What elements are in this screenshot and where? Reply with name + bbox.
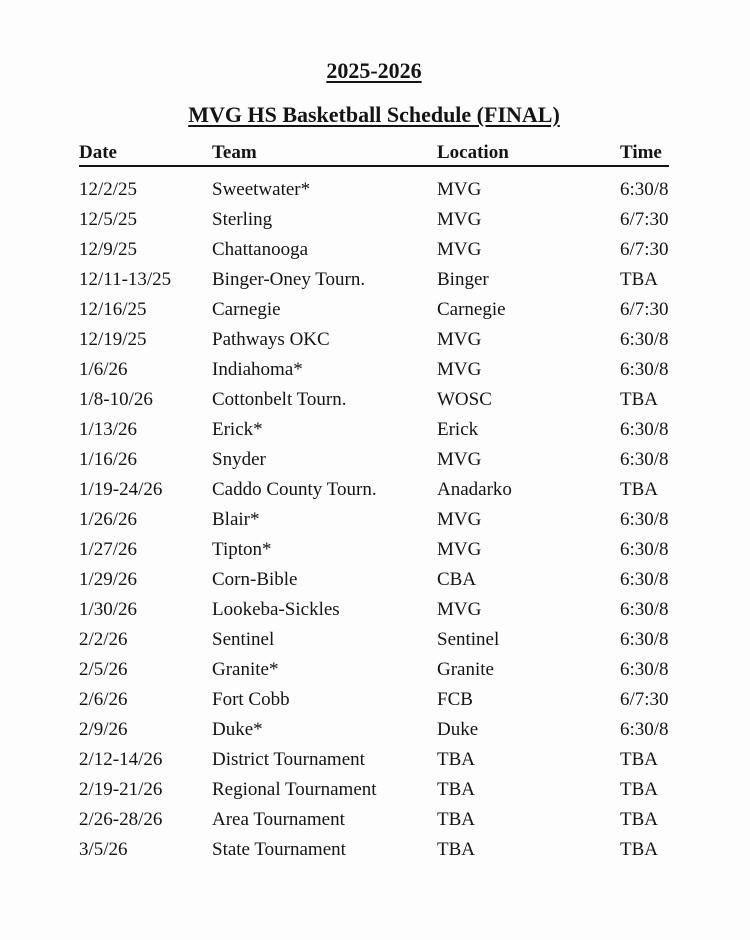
date-cell: 2/9/26 xyxy=(79,719,128,740)
time-cell: TBA xyxy=(620,479,658,500)
table-row xyxy=(79,745,669,775)
time-cell: TBA xyxy=(620,389,658,410)
table-row xyxy=(79,565,669,595)
location-cell: Erick xyxy=(437,419,479,440)
table-row xyxy=(79,415,669,445)
date-cell: 2/26-28/26 xyxy=(79,809,163,830)
location-cell: CBA xyxy=(437,569,477,590)
team-cell: State Tournament xyxy=(212,839,346,860)
header-date: Date xyxy=(79,142,117,163)
location-cell: TBA xyxy=(437,779,475,800)
location-cell: Carnegie xyxy=(437,299,506,320)
table-row xyxy=(79,715,669,745)
time-cell: TBA xyxy=(620,749,658,770)
team-cell: Carnegie xyxy=(212,299,281,320)
location-cell: MVG xyxy=(437,359,482,380)
table-row xyxy=(79,325,669,355)
table-row xyxy=(79,595,669,625)
location-cell: TBA xyxy=(437,839,475,860)
time-cell: 6:30/8 xyxy=(620,449,669,470)
team-cell: Area Tournament xyxy=(212,809,345,830)
time-cell: 6:30/8 xyxy=(620,419,669,440)
table-row xyxy=(79,685,669,715)
table-row xyxy=(79,385,669,415)
team-cell: Tipton* xyxy=(212,539,272,560)
table-header-row xyxy=(79,142,669,167)
location-cell: MVG xyxy=(437,509,482,530)
location-cell: MVG xyxy=(437,449,482,470)
table-row xyxy=(79,235,669,265)
team-cell: Duke* xyxy=(212,719,263,740)
team-cell: Sweetwater* xyxy=(212,179,311,200)
team-cell: Blair* xyxy=(212,509,260,530)
date-cell: 12/9/25 xyxy=(79,239,138,260)
time-cell: 6:30/8 xyxy=(620,509,669,530)
team-cell: Sentinel xyxy=(212,629,275,650)
team-cell: Corn-Bible xyxy=(212,569,298,590)
table-row xyxy=(79,265,669,295)
team-cell: District Tournament xyxy=(212,749,365,770)
time-cell: 6/7:30 xyxy=(620,239,669,260)
table-row xyxy=(79,475,669,505)
date-cell: 1/6/26 xyxy=(79,359,128,380)
team-cell: Indiahoma* xyxy=(212,359,303,380)
date-cell: 1/16/26 xyxy=(79,449,138,470)
date-cell: 2/19-21/26 xyxy=(79,779,163,800)
location-cell: WOSC xyxy=(437,389,492,410)
season-title: 2025-2026 xyxy=(326,58,422,83)
schedule-table xyxy=(79,142,669,865)
table-row xyxy=(79,445,669,475)
team-cell: Pathways OKC xyxy=(212,329,330,350)
table-row xyxy=(79,355,669,385)
team-cell: Binger-Oney Tourn. xyxy=(212,269,366,290)
header-location: Location xyxy=(437,142,509,163)
time-cell: 6:30/8 xyxy=(620,179,669,200)
table-row xyxy=(79,775,669,805)
team-cell: Fort Cobb xyxy=(212,689,290,710)
location-cell: MVG xyxy=(437,329,482,350)
location-cell: TBA xyxy=(437,809,475,830)
location-cell: FCB xyxy=(437,689,473,710)
table-row xyxy=(79,805,669,835)
date-cell: 1/30/26 xyxy=(79,599,138,620)
location-cell: TBA xyxy=(437,749,475,770)
table-row xyxy=(79,535,669,565)
date-cell: 1/8-10/26 xyxy=(79,389,153,410)
time-cell: 6:30/8 xyxy=(620,359,669,380)
team-cell: Snyder xyxy=(212,449,266,470)
date-cell: 2/5/26 xyxy=(79,659,128,680)
date-cell: 1/19-24/26 xyxy=(79,479,163,500)
location-cell: MVG xyxy=(437,539,482,560)
table-row xyxy=(79,625,669,655)
date-cell: 3/5/26 xyxy=(79,839,128,860)
team-cell: Erick* xyxy=(212,419,263,440)
team-cell: Caddo County Tourn. xyxy=(212,479,377,500)
time-cell: 6:30/8 xyxy=(620,599,669,620)
date-cell: 12/11-13/25 xyxy=(79,269,172,290)
table-row xyxy=(79,655,669,685)
date-cell: 12/16/25 xyxy=(79,299,147,320)
location-cell: MVG xyxy=(437,239,482,260)
team-cell: Cottonbelt Tourn. xyxy=(212,389,347,410)
time-cell: 6:30/8 xyxy=(620,659,669,680)
table-body xyxy=(79,175,669,865)
team-cell: Granite* xyxy=(212,659,279,680)
location-cell: MVG xyxy=(437,599,482,620)
date-cell: 1/29/26 xyxy=(79,569,138,590)
time-cell: 6:30/8 xyxy=(620,629,669,650)
team-cell: Lookeba-Sickles xyxy=(212,599,340,620)
table-row xyxy=(79,295,669,325)
time-cell: 6:30/8 xyxy=(620,329,669,350)
location-cell: MVG xyxy=(437,179,482,200)
location-cell: Anadarko xyxy=(437,479,512,500)
team-cell: Sterling xyxy=(212,209,273,230)
team-cell: Chattanooga xyxy=(212,239,309,260)
table-row xyxy=(79,505,669,535)
header-time: Time xyxy=(620,142,662,163)
time-cell: TBA xyxy=(620,269,658,290)
time-cell: TBA xyxy=(620,779,658,800)
page-title: MVG HS Basketball Schedule (FINAL) xyxy=(188,102,560,127)
time-cell: 6:30/8 xyxy=(620,569,669,590)
date-cell: 1/13/26 xyxy=(79,419,138,440)
time-cell: 6/7:30 xyxy=(620,299,669,320)
date-cell: 12/5/25 xyxy=(79,209,138,230)
time-cell: 6:30/8 xyxy=(620,719,669,740)
location-cell: MVG xyxy=(437,209,482,230)
location-cell: Duke xyxy=(437,719,479,740)
team-cell: Regional Tournament xyxy=(212,779,377,800)
date-cell: 12/2/25 xyxy=(79,179,138,200)
date-cell: 2/12-14/26 xyxy=(79,749,163,770)
time-cell: 6:30/8 xyxy=(620,539,669,560)
date-cell: 12/19/25 xyxy=(79,329,147,350)
date-cell: 2/6/26 xyxy=(79,689,128,710)
table-row xyxy=(79,835,669,865)
time-cell: 6/7:30 xyxy=(620,209,669,230)
date-cell: 2/2/26 xyxy=(79,629,128,650)
document-content xyxy=(79,57,669,865)
table-row xyxy=(79,205,669,235)
location-cell: Sentinel xyxy=(437,629,500,650)
table-row xyxy=(79,175,669,205)
time-cell: TBA xyxy=(620,839,658,860)
location-cell: Granite xyxy=(437,659,494,680)
location-cell: Binger xyxy=(437,269,489,290)
date-cell: 1/26/26 xyxy=(79,509,138,530)
time-cell: TBA xyxy=(620,809,658,830)
time-cell: 6/7:30 xyxy=(620,689,669,710)
date-cell: 1/27/26 xyxy=(79,539,138,560)
header-team: Team xyxy=(212,142,257,163)
